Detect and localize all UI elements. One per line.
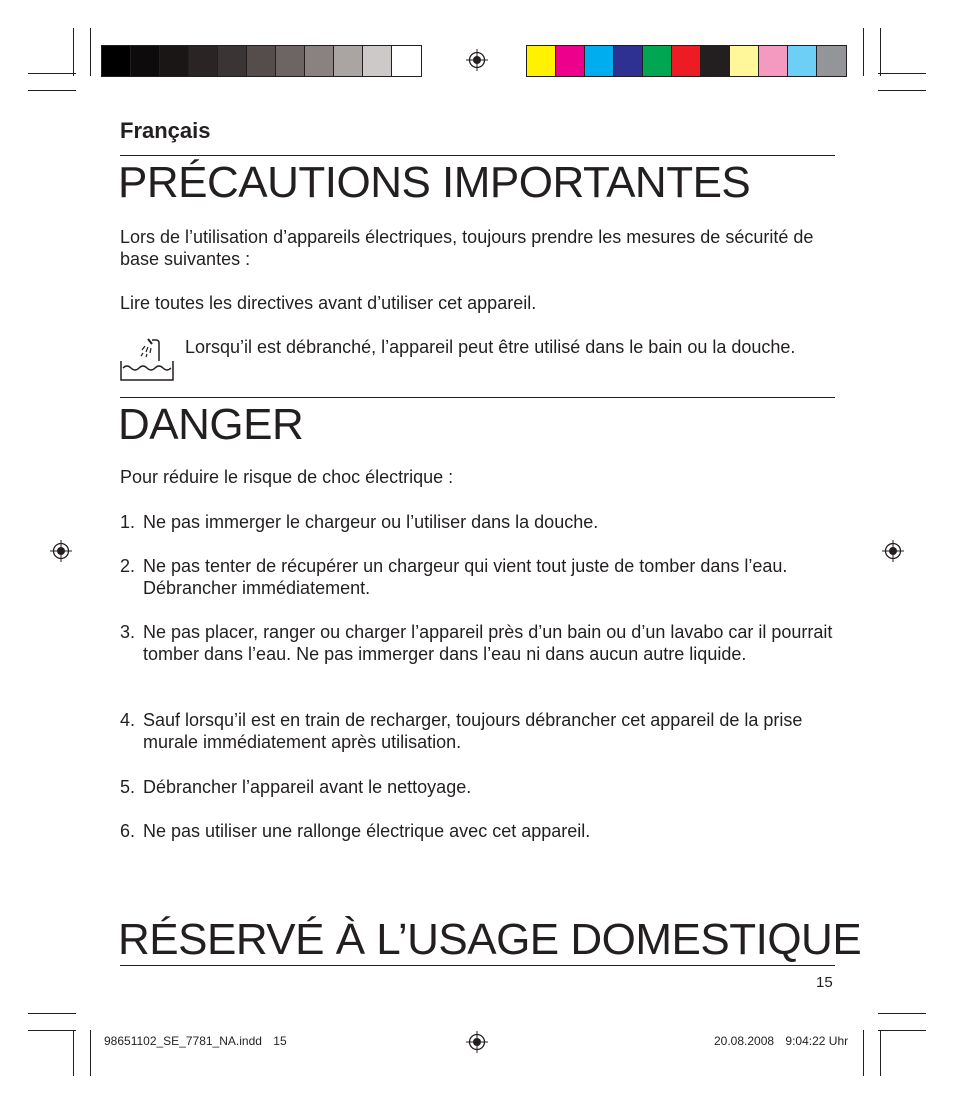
read-instructions-paragraph: Lire toutes les directives avant d’utiliser cet appareil. bbox=[120, 293, 537, 313]
slug-file-info bbox=[104, 1034, 287, 1048]
gray-swatch bbox=[305, 46, 334, 76]
crop-mark bbox=[73, 1030, 74, 1076]
gray-swatch bbox=[247, 46, 276, 76]
gray-swatch bbox=[131, 46, 160, 76]
slug-file-page: 15 bbox=[273, 1034, 287, 1048]
household-use-heading: RÉSERVÉ À L’USAGE DOMESTIQUE bbox=[118, 915, 862, 964]
gray-swatch bbox=[218, 46, 247, 76]
color-swatch bbox=[701, 46, 730, 76]
list-number: 5. bbox=[120, 777, 136, 797]
color-swatch bbox=[643, 46, 672, 76]
color-swatch bbox=[527, 46, 556, 76]
crop-mark bbox=[878, 90, 926, 91]
list-text: Ne pas utiliser une rallonge électrique avec cet appareil. bbox=[143, 821, 591, 841]
color-swatch bbox=[817, 46, 846, 76]
page-number: 15 bbox=[816, 974, 833, 991]
color-swatch bbox=[672, 46, 701, 76]
list-item bbox=[120, 511, 835, 533]
crop-mark bbox=[28, 90, 76, 91]
gray-swatch bbox=[363, 46, 392, 76]
list-text: Ne pas tenter de récupérer un chargeur qui vient tout juste de tomber dans l’eau. Débrancher immédiatement. bbox=[143, 556, 788, 598]
section-divider bbox=[120, 965, 835, 966]
gray-swatch bbox=[189, 46, 218, 76]
slug-date: 20.08.2008 bbox=[714, 1034, 775, 1048]
list-item bbox=[120, 709, 835, 753]
crop-mark bbox=[863, 28, 864, 76]
crop-mark bbox=[90, 1030, 91, 1076]
color-swatch bbox=[614, 46, 643, 76]
gray-swatch bbox=[392, 46, 421, 76]
registration-mark-icon bbox=[466, 1031, 488, 1053]
crop-mark bbox=[863, 1030, 864, 1076]
slug-time: 9:04:22 Uhr bbox=[785, 1034, 849, 1048]
crop-mark bbox=[880, 28, 881, 76]
color-swatch bbox=[556, 46, 585, 76]
crop-mark bbox=[878, 1013, 926, 1014]
gray-swatch bbox=[160, 46, 189, 76]
gray-swatch bbox=[102, 46, 131, 76]
list-number: 1. bbox=[120, 512, 136, 532]
gray-swatch bbox=[334, 46, 363, 76]
page-title: PRÉCAUTIONS IMPORTANTES bbox=[118, 158, 751, 207]
bath-note: Lorsqu’il est débranché, l’appareil peut être utilisé dans le bain ou la douche. bbox=[185, 337, 796, 357]
gray-swatch bbox=[276, 46, 305, 76]
list-text: Ne pas placer, ranger ou charger l’appareil près d’un bain ou d’un lavabo car il pourrait tomber dans l’eau. Ne pas immerger dans l’eau ni dans aucun autre liquide. bbox=[143, 622, 833, 664]
list-number: 2. bbox=[120, 556, 136, 576]
crop-mark bbox=[90, 28, 91, 76]
color-swatch bbox=[585, 46, 614, 76]
grayscale-color-bar bbox=[101, 45, 422, 77]
section-divider bbox=[120, 397, 835, 398]
intro-paragraph: Lors de l’utilisation d’appareils électriques, toujours prendre les mesures de sécurité de base suivantes : bbox=[120, 227, 814, 269]
color-swatch bbox=[759, 46, 788, 76]
list-number: 3. bbox=[120, 622, 136, 642]
list-item bbox=[120, 621, 835, 665]
registration-mark-icon bbox=[466, 49, 488, 71]
list-text: Sauf lorsqu’il est en train de recharger, toujours débrancher cet appareil de la prise murale immédiatement après utilisation. bbox=[143, 710, 803, 752]
list-number: 6. bbox=[120, 821, 136, 841]
danger-intro: Pour réduire le risque de choc électrique : bbox=[120, 467, 454, 487]
language-heading: Français bbox=[120, 118, 211, 143]
list-item bbox=[120, 820, 835, 842]
crop-mark bbox=[878, 1030, 926, 1031]
slug-timestamp bbox=[714, 1034, 848, 1048]
registration-mark-icon bbox=[882, 540, 904, 562]
slug-file-name: 98651102_SE_7781_NA.indd bbox=[104, 1034, 262, 1048]
crop-mark bbox=[73, 28, 74, 76]
section-divider bbox=[120, 155, 835, 156]
list-text: Débrancher l’appareil avant le nettoyage. bbox=[143, 777, 472, 797]
list-item bbox=[120, 555, 835, 599]
list-item bbox=[120, 776, 835, 798]
crop-mark bbox=[880, 1030, 881, 1076]
registration-mark-icon bbox=[50, 540, 72, 562]
process-color-bar bbox=[526, 45, 847, 77]
color-swatch bbox=[730, 46, 759, 76]
crop-mark bbox=[878, 73, 926, 74]
crop-mark bbox=[28, 1030, 76, 1031]
color-swatch bbox=[788, 46, 817, 76]
crop-mark bbox=[28, 73, 76, 74]
list-number: 4. bbox=[120, 710, 136, 730]
crop-mark bbox=[28, 1013, 76, 1014]
danger-heading: DANGER bbox=[118, 400, 304, 449]
list-text: Ne pas immerger le chargeur ou l’utiliser dans la douche. bbox=[143, 512, 599, 532]
bath-shower-icon bbox=[118, 337, 176, 383]
